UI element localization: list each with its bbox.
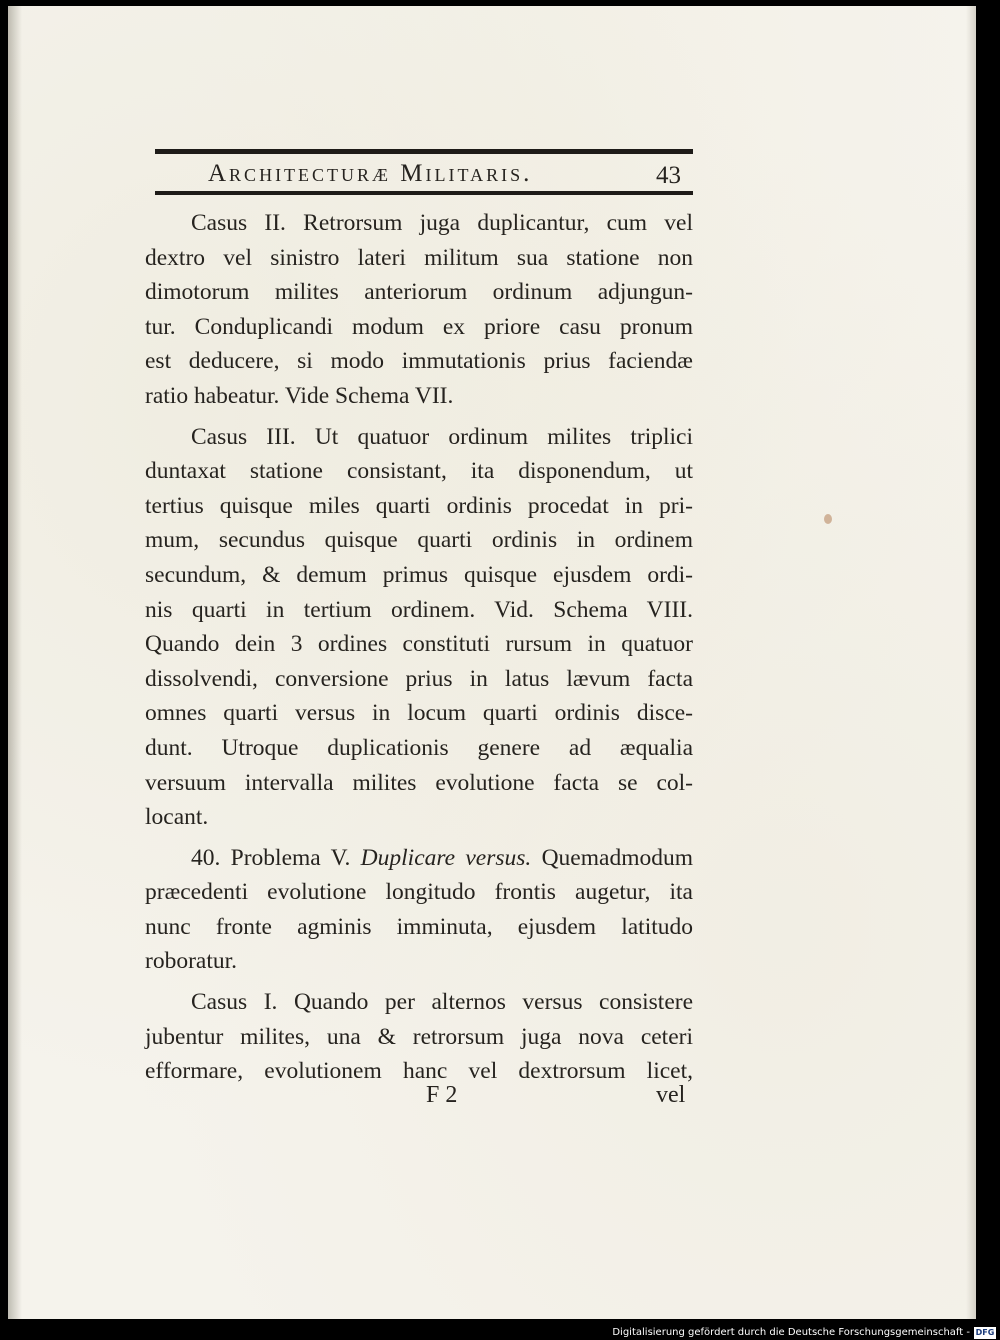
text-line: Casus II. Retrorsum juga duplicantur, cum vel [191, 210, 693, 236]
funding-credit: Digitalisierung gefördert durch die Deutsche Forschungsgemeinschaft - [612, 1327, 970, 1338]
catchword: vel [656, 1082, 686, 1108]
signature-mark: F 2 [426, 1082, 458, 1108]
body-text [145, 206, 693, 1089]
text-line: tur. Conduplicandi modum ex priore casu pronum [145, 313, 693, 340]
book-page [8, 6, 976, 1319]
dfg-logo-icon: DFG [975, 1328, 995, 1337]
gutter-shadow [8, 6, 22, 1319]
text-line: versuum intervalla milites evolutione facta se col- [145, 769, 693, 796]
running-title: Architecturæ Militaris. [208, 160, 533, 187]
text-line: mum, secundus quisque quarti ordinis in ordinem [145, 527, 693, 554]
text-line: omnes quarti versus in locum quarti ordinis disce- [145, 700, 693, 727]
text-line: præcedenti evolutione longitudo frontis augetur, ita [145, 879, 693, 906]
text-line: dimotorum milites anteriorum ordinum adjungun- [145, 279, 693, 306]
text-line: efformare, evolutionem hanc vel dextrorsum licet, [145, 1058, 693, 1085]
text-line: secundum, & demum primus quisque ejusdem ordi- [145, 561, 693, 588]
text-line: nis quarti in tertium ordinem. Vid. Schema VIII. [145, 596, 693, 623]
problem-number: 40. Problema V. [191, 844, 351, 871]
text-line: ratio habeatur. Vide Schema VII. [145, 382, 454, 409]
text-line: dextro vel sinistro lateri militum sua statione non [145, 244, 693, 271]
text-line: tertius quisque miles quarti ordinis procedat in pri- [145, 492, 693, 519]
problem-heading-line [145, 841, 693, 876]
edge-shadow [966, 6, 976, 1319]
text-line: est deducere, si modo immutationis prius faciendæ [145, 348, 693, 375]
header-rule-top [155, 149, 693, 154]
header-rule-bottom [155, 191, 693, 195]
text-line: roboratur. [145, 948, 238, 975]
text-line: dissolvendi, conversione prius in latus lævum facta [145, 665, 693, 692]
text-line: duntaxat statione consistant, ita disponendum, ut [145, 458, 693, 485]
text-line: jubentur milites, una & retrorsum juga nova ceteri [145, 1023, 693, 1050]
text-line: nunc fronte agminis imminuta, ejusdem latitudo [145, 913, 693, 940]
text-fragment: Quemadmodum [541, 844, 693, 871]
problem-title: Duplicare versus. [360, 844, 532, 871]
text-line: Quando dein 3 ordines constituti rursum in quatuor [145, 631, 693, 658]
text-line: locant. [145, 804, 209, 831]
text-line: Casus I. Quando per alternos versus consistere [191, 989, 693, 1016]
text-line: dunt. Utroque duplicationis genere ad æqualia [145, 734, 693, 761]
foxing-spot [824, 514, 832, 524]
page-number: 43 [656, 162, 681, 189]
text-line: Casus III. Ut quatuor ordinum milites triplici [191, 423, 693, 450]
